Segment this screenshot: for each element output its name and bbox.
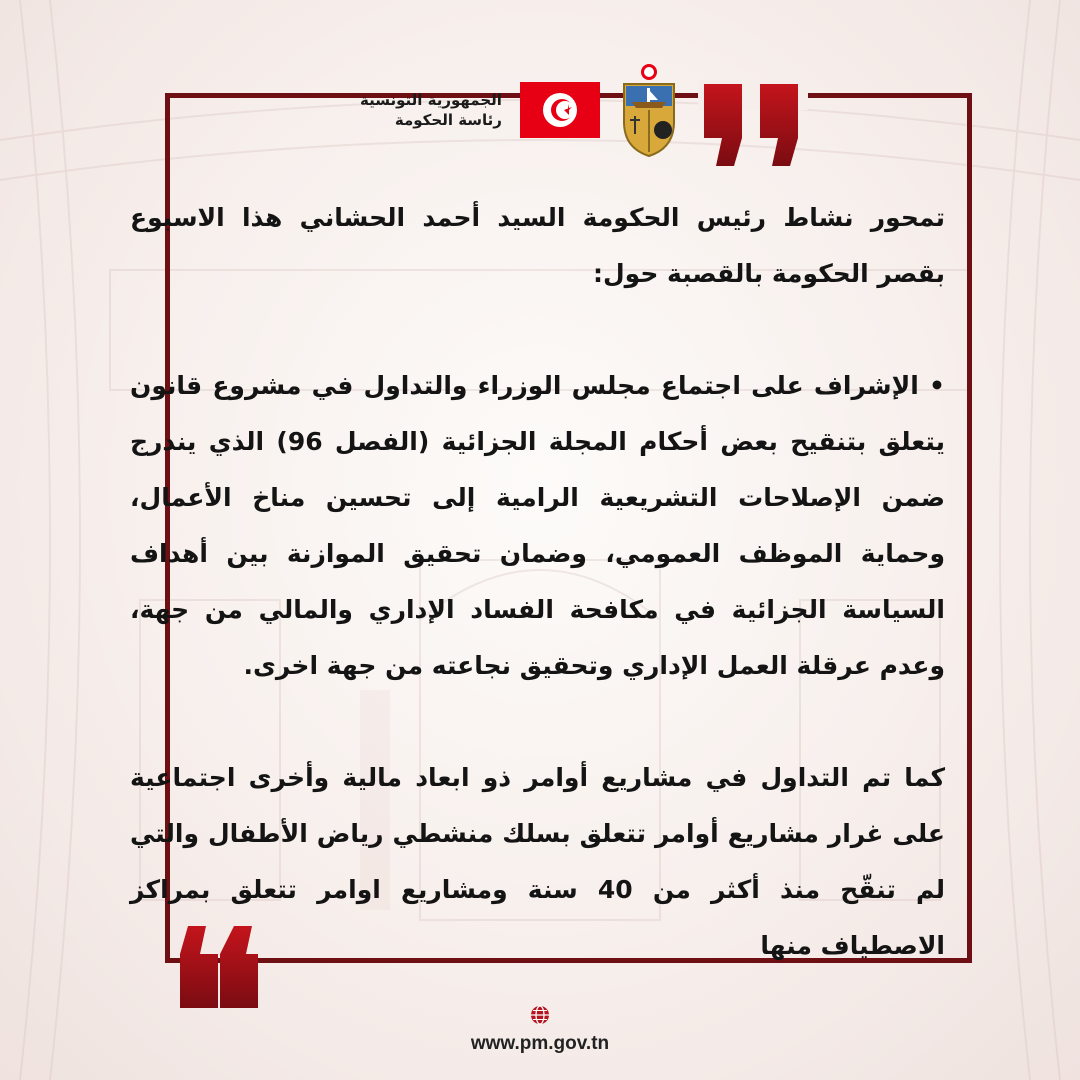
government-title xyxy=(360,90,502,130)
header-logos xyxy=(360,62,680,158)
footer xyxy=(440,1005,640,1055)
announcement-body xyxy=(130,190,945,974)
website-url[interactable]: www.pm.gov.tn xyxy=(470,1033,610,1054)
continued-paragraph: كما تم التداول في مشاريع أوامر ذو ابعاد مالية وأخرى اجتماعية على غرار مشاريع أوامر تتعلق بسلك منشطي رياض الأطفال والتي لم تنقّح منذ أكثر من 40 سنة ومشاريع اوامر تتعلق بمراكز الاصطياف منها xyxy=(130,763,945,960)
intro-paragraph: تمحور نشاط رئيس الحكومة السيد أحمد الحشاني هذا الاسبوع بقصر الحكومة بالقصبة حول: xyxy=(130,203,945,288)
globe-icon xyxy=(530,1005,550,1025)
bullet-paragraph: • الإشراف على اجتماع مجلس الوزراء والتداول في مشروع قانون يتعلق بتنقيح بعض أحكام المجلة الجزائية (الفصل 96) الذي يندرج ضمن الإصلاحات التشريعية الرامية إلى تحسين مناخ الأعمال، وحماية الموظف العمومي، وضمان تحقيق الموازنة بين أهداف السياسة الجزائية في مكافحة الفساد الإداري والمالي من جهة، وعدم عرقلة العمل الإداري وتحقيق نجاعته من جهة اخرى. xyxy=(130,371,945,680)
gov-line-1: الجمهورية التونسية xyxy=(360,91,502,109)
closing-quote-icon xyxy=(698,80,808,170)
gov-line-2: رئاسة الحكومة xyxy=(394,111,502,129)
tunisia-flag-icon xyxy=(520,82,600,138)
tunisia-coat-of-arms-icon xyxy=(618,62,680,158)
top-quote-marks xyxy=(698,80,808,170)
